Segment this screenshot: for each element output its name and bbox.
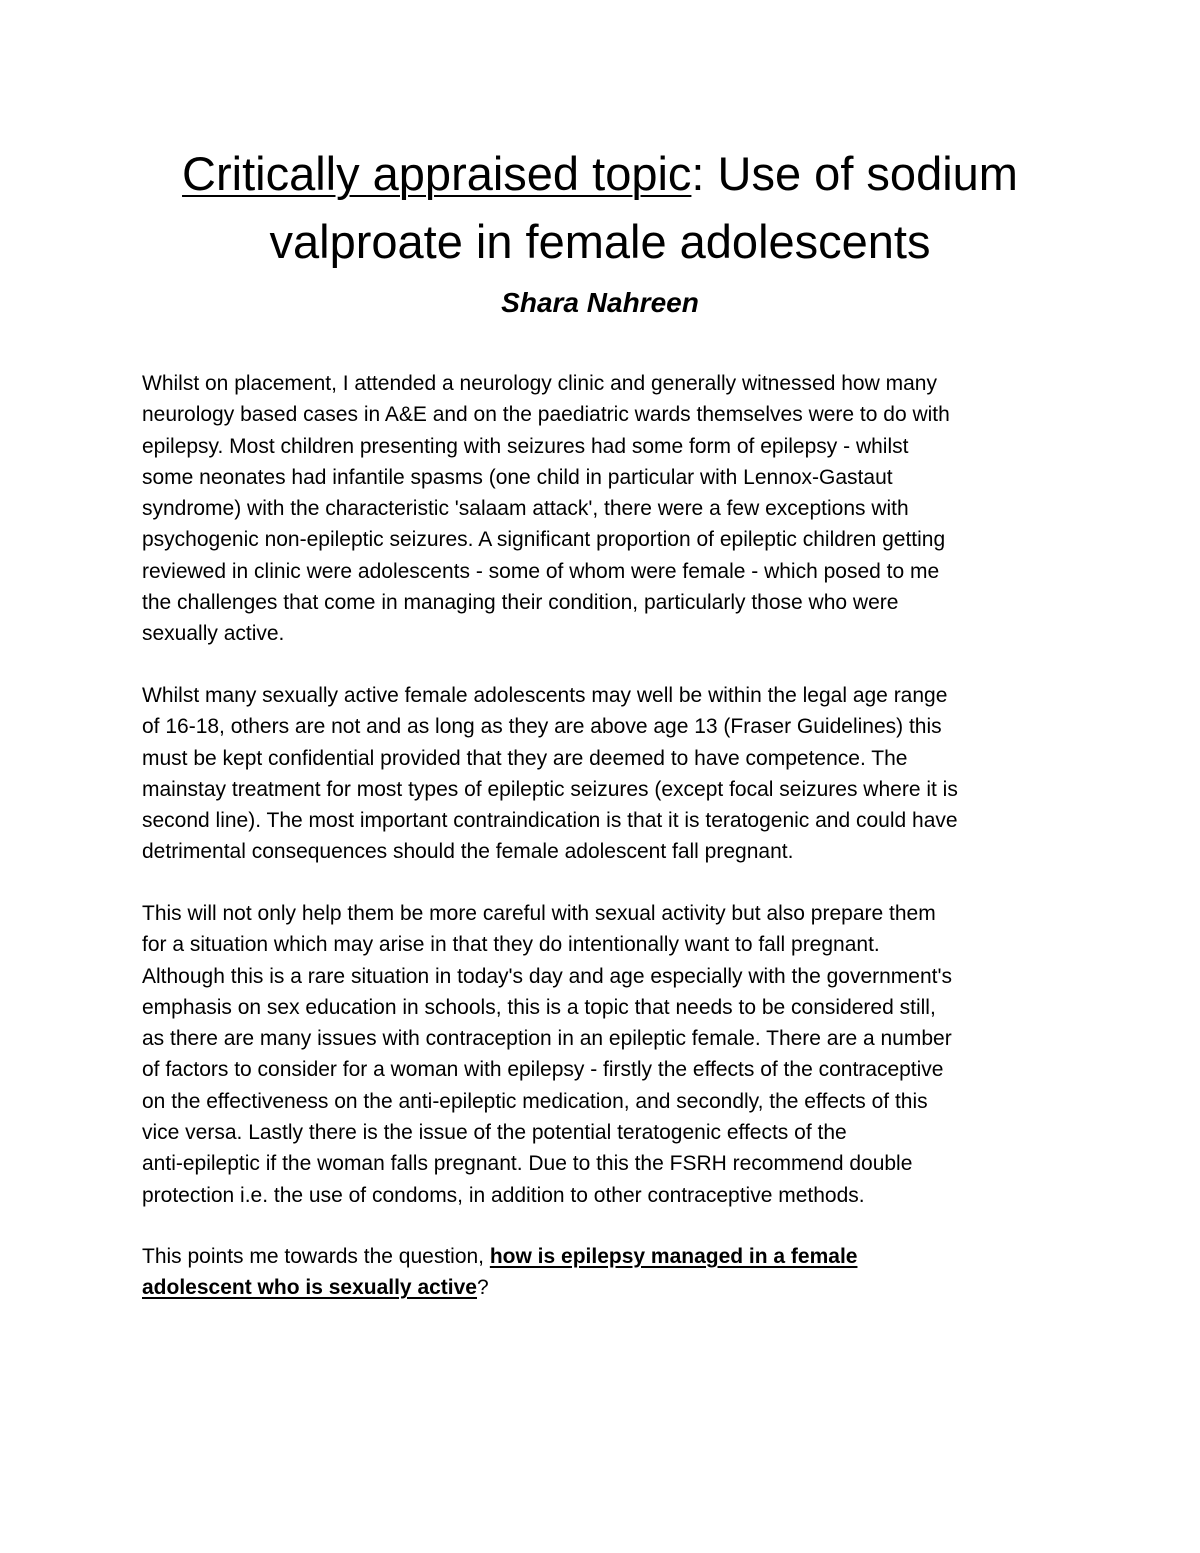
paragraph-line (142, 1272, 1062, 1303)
paragraph-line: the challenges that come in managing their condition, particularly those who were (142, 591, 899, 615)
paragraph-line: of factors to consider for a woman with epilepsy - firstly the effects of the contraceptive (142, 1058, 944, 1082)
research-question-part-1: how is epilepsy managed in a female (489, 1245, 858, 1268)
author-name: Shara Nahreen (501, 287, 699, 318)
paragraph-line: This will not only help them be more careful with sexual activity but also prepare them (142, 902, 936, 925)
title-line-1-rest: : Use of sodium (691, 147, 1018, 200)
paragraph-line: epilepsy. Most children presenting with seizures had some form of epilepsy - whilst (142, 434, 909, 458)
paragraph-2 (142, 680, 1062, 868)
paragraph-line: vice versa. Lastly there is the issue of the potential teratogenic effects of the (142, 1121, 847, 1145)
paragraph-line: for a situation which may arise in that they do intentionally want to fall pregnant. (142, 933, 880, 957)
title-underlined-part: Critically appraised topic (182, 147, 692, 200)
paragraph-line: Whilst on placement, I attended a neurology clinic and generally witnessed how many (142, 372, 937, 395)
paragraph-line: syndrome) with the characteristic 'salaam attack', there were a few exceptions with (142, 497, 909, 521)
paragraph-line: second line). The most important contraindication is that it is teratogenic and could have (142, 809, 958, 833)
paragraph-line: Although this is a rare situation in today's day and age especially with the government's (142, 964, 952, 988)
paragraph-line: Whilst many sexually active female adolescents may well be within the legal age range (142, 684, 948, 707)
paragraph-line: reviewed in clinic were adolescents - some of whom were female - which posed to me (142, 559, 940, 583)
paragraph-line: mainstay treatment for most types of epileptic seizures (except focal seizures where it is (142, 777, 958, 801)
paragraph-line: of 16-18, others are not and as long as they are above age 13 (Fraser Guidelines) this (142, 715, 942, 739)
research-question-part-2: adolescent who is sexually active (142, 1276, 477, 1300)
paragraph-line: on the effectiveness on the anti-epileptic medication, and secondly, the effects of this (142, 1089, 928, 1113)
document-title (100, 140, 1100, 276)
paragraph-line (142, 1241, 1062, 1272)
paragraph-line: must be kept confidential provided that they are deemed to have competence. The (142, 746, 908, 770)
paragraph-line: sexually active. (142, 622, 285, 646)
paragraph-line: psychogenic non-epileptic seizures. A significant proportion of epileptic children getting (142, 528, 946, 552)
title-line-2: valproate in female adolescents (269, 215, 931, 268)
question-lead-text: This points me towards the question, (142, 1245, 490, 1268)
paragraph-line: anti-epileptic if the woman falls pregnant. Due to this the FSRH recommend double (142, 1152, 913, 1176)
title-line-1 (100, 140, 1100, 208)
paragraph-1 (142, 368, 1062, 650)
paragraph-3 (142, 898, 1062, 1211)
question-mark: ? (477, 1276, 489, 1300)
paragraph-line: some neonates had infantile spasms (one child in particular with Lennox-Gastaut (142, 465, 893, 489)
paragraph-line: neurology based cases in A&E and on the paediatric wards themselves were to do with (142, 403, 950, 427)
paragraph-4 (142, 1241, 1062, 1304)
paragraph-line: as there are many issues with contraception in an epileptic female. There are a number (142, 1027, 952, 1051)
paragraph-line: protection i.e. the use of condoms, in addition to other contraceptive methods. (142, 1183, 865, 1207)
paragraph-line: detrimental consequences should the female adolescent fall pregnant. (142, 840, 794, 864)
paragraph-line: emphasis on sex education in schools, this is a topic that needs to be considered still, (142, 995, 936, 1019)
